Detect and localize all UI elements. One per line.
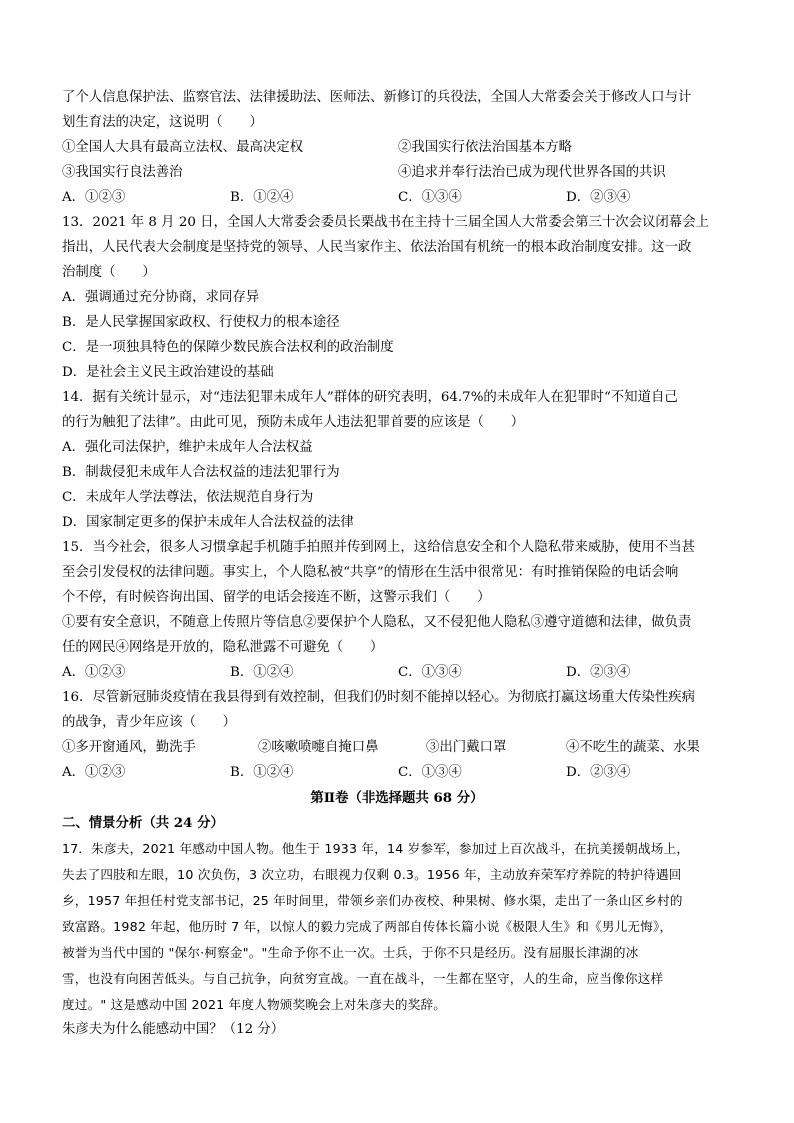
- q15-choice-a: A．①②③: [62, 665, 126, 680]
- q17-text-line-6: 雪，也没有向困苦低头。与自己抗争，向贫穷宣战。一直在战斗，一生都在坚守，人的生命，应当像你这样: [62, 971, 664, 986]
- q14-text-line-2: 的行为触犯了法律”。由此可见，预防未成年人违法犯罪首要的应该是（ ）: [62, 415, 525, 430]
- q16-text-line-2: 的战争，青少年应该（ ）: [62, 715, 237, 730]
- q17-text-line-4: 致富路。1982 年起，他历时 7 年，以惊人的毅力完成了两部自传体长篇小说《极限人生》和《男儿无悔》，: [62, 919, 673, 934]
- q14-option-c: C．未成年人学法尊法，依法规范自身行为: [62, 490, 314, 505]
- q15-choice-c: C．①③④: [398, 665, 462, 680]
- q13-option-a: A．强调通过充分协商，求同存异: [62, 290, 260, 305]
- q16-choice-d: D．②③④: [566, 765, 631, 780]
- q15-text-line-5: 任的网民④网络是开放的，隐私泄露不可避免（ ）: [62, 640, 384, 655]
- q14-option-d: D．国家制定更多的保护未成年人合法权益的法律: [62, 515, 354, 530]
- section-2-title: 二、情景分析（共 24 分）: [62, 815, 224, 831]
- q13-text-line-3: 治制度（ ）: [62, 265, 156, 280]
- part-2-title: 第Ⅱ卷（非选择题共 68 分）: [310, 790, 484, 806]
- q16-item-1: ①多开窗通风，勤洗手: [62, 740, 196, 755]
- q16-choice-a: A．①②③: [62, 765, 126, 780]
- q15-choice-b: B．①②④: [230, 665, 294, 680]
- q12-choice-c: C．①③④: [398, 190, 462, 205]
- q17-text-line-1: 17．朱彦夫，2021 年感动中国人物。他生于 1933 年，14 岁参军，参加过上百次战斗，在抗美援朝战场上，: [62, 841, 690, 856]
- q13-option-d: D．是社会主义民主政治建设的基础: [62, 365, 274, 380]
- q16-choice-b: B．①②④: [230, 765, 294, 780]
- q12-item-4: ④追求并奉行法治已成为现代世界各国的共识: [398, 165, 666, 180]
- q17-question: 朱彦夫为什么能感动中国？（12 分）: [62, 1022, 285, 1037]
- q16-item-2: ②咳嗽喷嚏自掩口鼻: [258, 740, 379, 755]
- q16-item-3: ③出门戴口罩: [426, 740, 507, 755]
- q12-item-3: ③我国实行良法善治: [62, 165, 183, 180]
- q12-item-1: ①全国人大具有最高立法权、最高决定权: [62, 140, 304, 155]
- q12-item-2: ②我国实行依法治国基本方略: [398, 140, 573, 155]
- q12-text-line-1: 了个人信息保护法、监察官法、法律援助法、医师法、新修订的兵役法，全国人大常委会关于修改人口与计: [62, 90, 692, 105]
- q17-text-line-2: 失去了四肢和左眼，10 次负伤，3 次立功，右眼视力仅剩 0.3。1956 年，主动放弃荣军疗养院的特护待遇回: [62, 867, 682, 882]
- q16-item-4: ④不吃生的蔬菜、水果: [566, 740, 700, 755]
- q14-text-line-1: 14．据有关统计显示，对“违法犯罪未成年人”群体的研究表明，64.7%的未成年人在犯罪时“不知道自己: [62, 390, 678, 405]
- q12-text-line-2: 划生育法的决定，这说明（ ）: [62, 115, 263, 130]
- q13-option-c: C．是一项独具特色的保障少数民族合法权利的政治制度: [62, 340, 394, 355]
- q15-text-line-2: 至会引发侵权的法律问题。事实上，个人隐私被“共享”的情形在生活中很常见：有时推销保险的电话会响: [62, 565, 679, 580]
- q17-text-line-5: 被誉为当代中国的 "保尔·柯察金"。"生命予你不止一次。士兵，于你不只是经历。没有屈服长津湖的冰: [62, 945, 639, 960]
- q12-choice-a: A．①②③: [62, 190, 126, 205]
- q13-text-line-1: 13．2021 年 8 月 20 日，全国人大常委会委员长栗战书在主持十三届全国人大常委会第三十次会议闭幕会上: [62, 215, 709, 230]
- q16-text-line-1: 16．尽管新冠肺炎疫情在我县得到有效控制，但我们仍时刻不能掉以轻心。为彻底打赢这场重大传染性疾病: [62, 690, 696, 705]
- q15-text-line-3: 个不停，有时候咨询出国、留学的电话会接连不断，这警示我们（ ）: [62, 590, 491, 605]
- q15-text-line-4: ①要有安全意识，不随意上传照片等信息②要保护个人隐私，又不侵犯他人隐私③遵守道德和法律，做负责: [62, 615, 692, 630]
- q13-option-b: B．是人民掌握国家政权、行使权力的根本途径: [62, 315, 340, 330]
- q15-text-line-1: 15．当今社会，很多人习惯拿起手机随手拍照并传到网上，这给信息安全和个人隐私带来威胁，使用不当甚: [62, 540, 696, 555]
- q12-choice-d: D．②③④: [566, 190, 631, 205]
- q14-option-a: A．强化司法保护，维护未成年人合法权益: [62, 440, 313, 455]
- q14-option-b: B．制裁侵犯未成年人合法权益的违法犯罪行为: [62, 465, 340, 480]
- q15-choice-d: D．②③④: [566, 665, 631, 680]
- q13-text-line-2: 指出，人民代表大会制度是坚持党的领导、人民当家作主、依法治国有机统一的根本政治制度安排。这一政: [62, 240, 692, 255]
- q17-text-line-7: 度过。" 这是感动中国 2021 年度人物颁奖晚会上对朱彦夫的奖辞。: [62, 997, 447, 1012]
- q17-text-line-3: 乡，1957 年担任村党支部书记，25 年时间里，带领乡亲们办夜校、种果树、修水渠，走出了一条山区乡村的: [62, 893, 683, 908]
- q12-choice-b: B．①②④: [230, 190, 294, 205]
- q16-choice-c: C．①③④: [398, 765, 462, 780]
